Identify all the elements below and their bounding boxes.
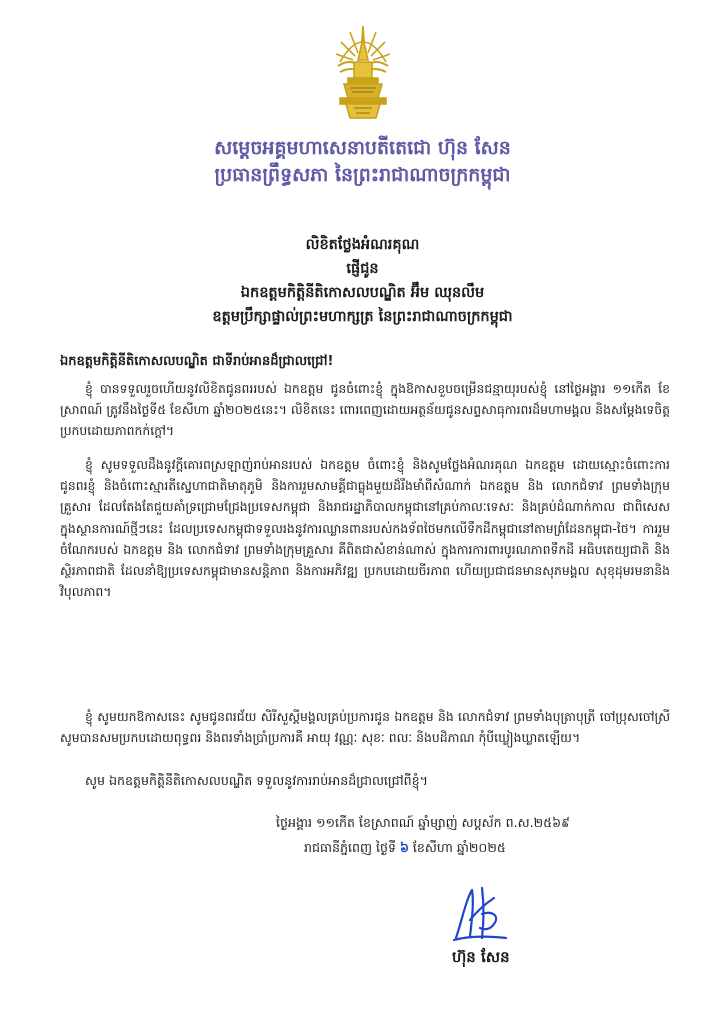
signature-icon (448, 880, 512, 946)
recipient-name: ឯកឧត្តមកិត្តិនីតិកោសលបណ្ឌិត អ៊ឹម ឈុនលឹម (240, 285, 485, 301)
handwritten-day: ៦ (399, 840, 409, 855)
sender-name: សម្តេចអគ្គមហាសេនាបតីតេជោ ហ៊ុន សែន (214, 137, 511, 159)
place-date-prefix: រាជធានីភ្នំពេញ ថ្ងៃទី (304, 840, 396, 855)
signer-name: ហ៊ុន សែន (452, 948, 510, 966)
place-date (304, 840, 506, 859)
body-paragraph-2: ខ្ញុំ សូមទទួលដឹងនូវក្តីគោរពស្រឡាញ់រាប់អានរបស់ ឯកឧត្តម ចំពោះខ្ញុំ និងសូមថ្លែងអំណរគុណ ឯកឧត្តម ដោយស្មោះចំពោះការជូនពរខ្ញុំ និងចំពោះស្មារតីស្នេហាជាតិមាតុភូមិ និងការរួមសាមគ្គីជាធ្លុងមួយដ៏រឹងមាំពីសំណាក់ ឯកឧត្តម និង លោកជំទាវ ព្រមទាំងក្រុមគ្រួសារ ដែលតែងតែជួយគាំទ្រជ្រោមជ្រែងប្រទេសកម្ពុជា និងរាជរដ្ឋាភិបាលកម្ពុជានៅគ្រប់កាលៈទេសៈ និងគ្រប់ដំណាក់កាល ជាពិសេសក្នុងស្ថានការណ៍ថ្មីៗនេះ ដែលប្រទេសកម្ពុជាទទួលរងនូវការឈ្លានពានរបស់កងទ័ពថៃមកលើទឹកដីកម្ពុជានៅតាមព្រំដែនកម្ពុជា-ថៃ។ ការរួមចំណែករបស់ ឯកឧត្តម និង លោកជំទាវ ព្រមទាំងក្រុមគ្រួសារ គឺពិតជាសំខាន់ណាស់ ក្នុងការការពារបូរណភាពទឹកដី អធិបតេយ្យជាតិ និងស្ថិរភាពជាតិ ដែលនាំឱ្យប្រទេសកម្ពុជាមានសន្តិភាព និងការអភិវឌ្ឍ ប្រកបដោយចីរភាព ហើយប្រជាជនមានសុភមង្គល សុខុដុមរមនានិងវិបុលភាព។ (60, 457, 670, 600)
salutation: ឯកឧត្តមកិត្តិនីតិកោសលបណ្ឌិត ជាទីរាប់អានដ៏ជ្រាលជ្រៅ! (60, 354, 334, 369)
letter-heading-sent-to: ផ្ញើជូន (346, 261, 379, 277)
body-paragraph-3: ខ្ញុំ សូមយកឱកាសនេះ សូមជូនពរជ័យ សិរីសួស្តីមង្គលគ្រប់ប្រការជូន ឯកឧត្តម និង លោកជំទាវ ព្រមទាំងបុត្រាបុត្រី ចៅប្រុសចៅស្រី សូមបានសមប្រកបដោយពុទ្ធពរ និងពរទាំងប្រាំប្រការគឺ អាយុ វណ្ណៈ សុខៈ ពលៈ និងបដិភាណ កុំបីឃ្លៀងឃ្លាតឡើយ។ (60, 709, 670, 746)
sender-title: ប្រធានព្រឹទ្ធសភា នៃព្រះរាជាណាចក្រកម្ពុជា (214, 164, 511, 186)
closing-line: សូម ឯកឧត្តមកិត្តិនីតិកោសលបណ្ឌិត ទទួលនូវការរាប់អានដ៏ជ្រាលជ្រៅពីខ្ញុំ។ (85, 773, 428, 788)
senate-emblem-icon (330, 22, 396, 122)
lunar-date: ថ្ងៃអង្គារ ១១កើត ខែស្រាពណ៍ ឆ្នាំម្សាញ់ សប្តស័ក ព.ស.២៥៦៩ (276, 815, 570, 830)
letter-heading-title: លិខិតថ្លែងអំណរគុណ (305, 237, 420, 253)
recipient-title: ឧត្តមប្រឹក្សាផ្ទាល់ព្រះមហាក្សត្រ នៃព្រះរាជាណាចក្រកម្ពុជា (212, 309, 513, 325)
place-date-month-year: ខែសីហា ឆ្នាំ២០២៥ (412, 840, 506, 855)
body-paragraph-1: ខ្ញុំ បានទទួលរួចហើយនូវលិខិតជូនពររបស់ ឯកឧត្តម ជូនចំពោះខ្ញុំ ក្នុងឱកាសខួបចម្រើនជន្មាយុរបស់ខ្ញុំ នៅថ្ងៃអង្គារ ១១កើត ខែស្រាពណ៍ ត្រូវនឹងថ្ងៃទី៥ ខែសីហា ឆ្នាំ២០២៥នេះ។ លិខិតនេះ ពោរពេញដោយអត្ថន័យជូនសព្ទសាធុការពរដ៏មហាមង្គល និងសម្តែងទេចិត្តប្រកបដោយភាពកក់ក្តៅ។ (60, 381, 670, 439)
